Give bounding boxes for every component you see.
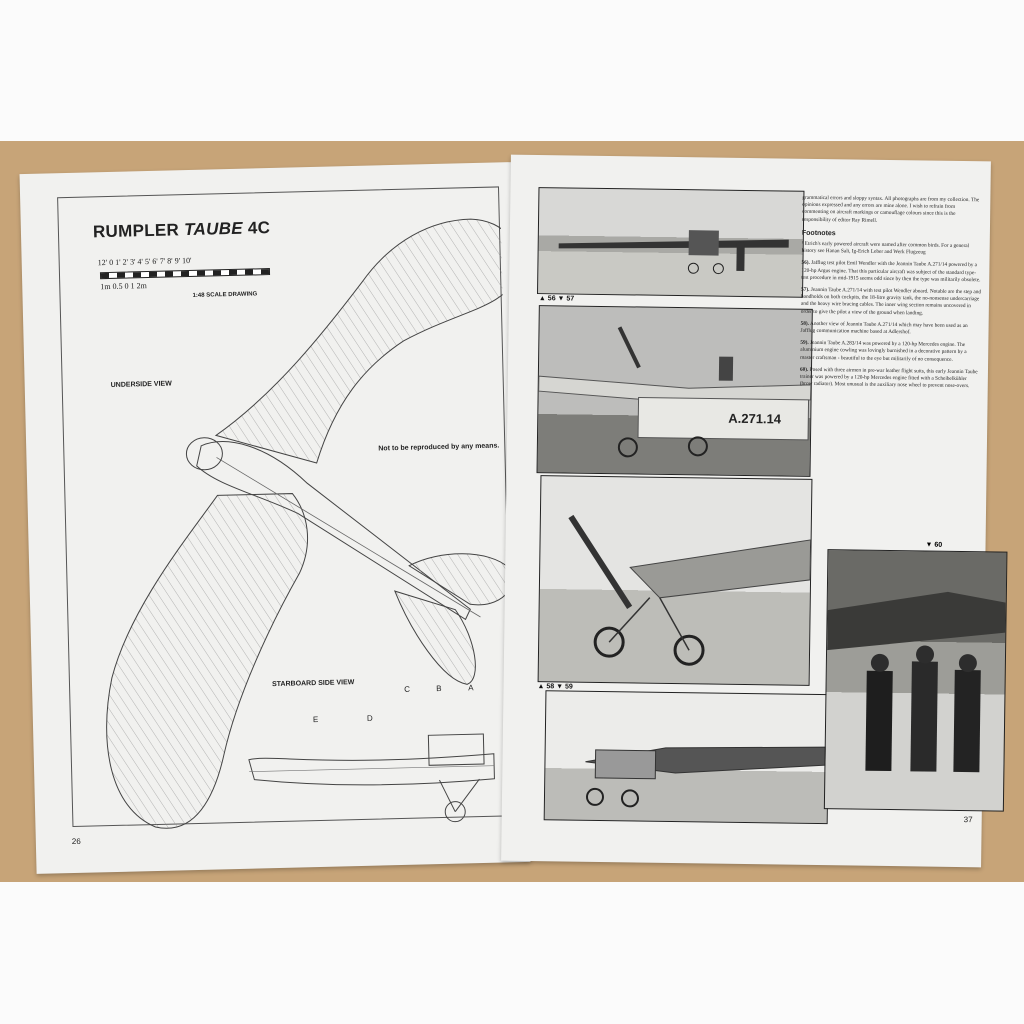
drawing-title: RUMPLER TAUBE 4C <box>92 218 271 242</box>
paragraph-59: 59). Jeannin Taube A.283/14 was powered by a 120-hp Mercedes engine. The aluminium engine cowling was lovingly burnished in a decorative pattern by a master craftsman - beautiful to the eye but militarily of no consequence. <box>800 339 967 363</box>
letter-c: C <box>404 684 411 694</box>
page-number-left: 26 <box>71 836 81 847</box>
aircraft-marking: A.271.14 <box>728 410 782 427</box>
upper-wing-outline <box>211 218 516 465</box>
left-page <box>20 162 531 874</box>
letter-e: E <box>312 715 319 725</box>
intro-text: grammatical errors and sloppy syntax. All photographs are from my collection. The opinions expressed and any errors are mine alone. I wish to refrain from commenting on aircraft markings or camouflage colours since this is the responsibility of editor Ray Rimell. <box>802 194 980 224</box>
side-view-drawing <box>248 708 516 827</box>
tailplane-outline <box>409 553 513 607</box>
photo-59 <box>544 690 830 824</box>
lower-wing-outline <box>101 493 315 829</box>
footnote-1: ¹ Etrich's early powered aircraft were named after common birds. For a general history see Hanan Sali, Ig-Erich Leber and Werk Flugzeug <box>801 240 970 256</box>
footnotes-heading: Footnotes <box>801 229 836 238</box>
copyright-note: Not to be reproduced by any means. <box>378 442 500 453</box>
caption-60: ▼ 60 <box>925 541 943 549</box>
aircraft-drawing <box>60 188 516 839</box>
text-column <box>800 195 983 396</box>
scale-label: 1:48 SCALE DRAWING <box>192 291 258 299</box>
photo-58 <box>538 475 813 686</box>
scale-metres: 1m 0.5 0 1 2m <box>100 281 147 292</box>
paragraph-58: 58). Another view of Jeannin Taube A.271/14 which may have been used as an Jafflug communication machine based at Adlershof. <box>800 320 968 336</box>
letter-d: D <box>366 713 373 723</box>
paragraph-60: 60). Posed with three airmen in pre-war leather flight suits, this early Jeannin Taube trainer was powered by a 120-hp Mercedes engine fitted with a Scheibelkühler (brow radiator). Most unusual is the auxiliary nose wheel to prevent nose-overs. <box>799 366 978 390</box>
paragraph-56: 56). Jafflug test pilot Emil Wendler with the Jeannin Taube A.271/14 powered by a 120-hp Argus engine. That this particular aircraft was subject of the standard type-test procedure in mid-1915 seems odd since by then the type was militarily obsolete. <box>801 260 981 284</box>
paragraph-57: 57). Jeannin Taube A.271/14 with test pilot Wendler aboard. Notable are the step and handholds on both cockpits, the 18-litre gravity tank, the no-nonsense undercarriage and the heavy wire bracing cables. The inner wing section remains uncovered in order to give the pilot a view of the ground when landing. <box>800 286 982 317</box>
caption-58-59: ▲ 58 ▼ 59 <box>537 683 573 691</box>
photo-57 <box>537 305 813 477</box>
caption-56-57: ▲ 56 ▼ 57 <box>538 295 575 303</box>
photo-60 <box>824 549 1008 811</box>
letter-a: A <box>468 683 474 693</box>
scale-feet: 12' 0 1' 2' 3' 4' 5' 6' 7' 8' 9' 10' <box>97 255 192 268</box>
side-view-label: STARBOARD SIDE VIEW <box>271 679 355 689</box>
right-page <box>501 155 991 868</box>
page-number-right: 37 <box>963 815 973 825</box>
photo-56 <box>537 187 804 298</box>
letter-b: B <box>436 683 442 694</box>
underside-view-label: UNDERSIDE VIEW <box>110 380 172 389</box>
